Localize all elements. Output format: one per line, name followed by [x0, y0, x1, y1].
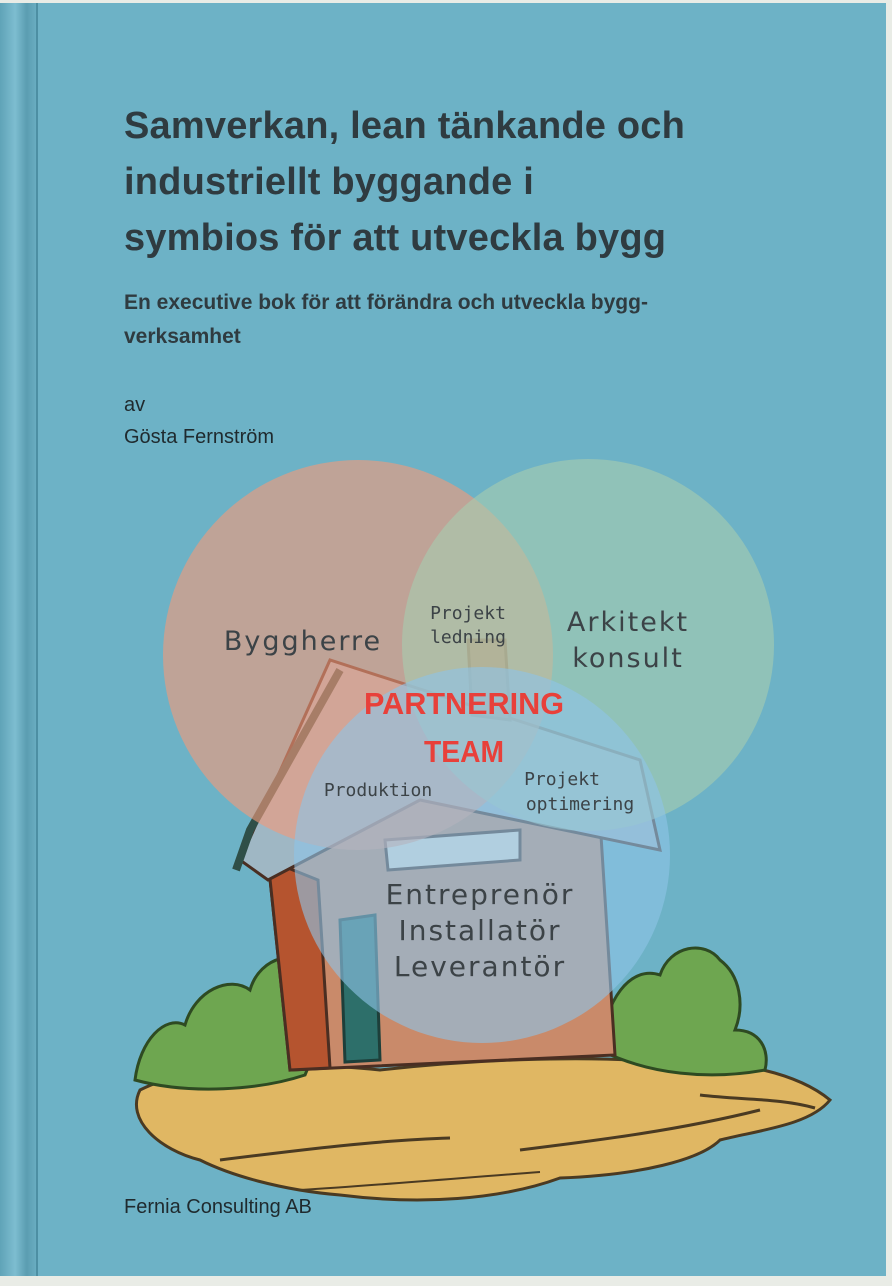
label-projekt-ledning-1: Projekt — [430, 603, 506, 624]
bottom-edge — [0, 1276, 892, 1286]
label-konsult: konsult — [572, 643, 684, 674]
label-leverantor: Leverantör — [393, 950, 567, 983]
book-subtitle — [124, 286, 824, 354]
label-partnering: PARTNERING — [364, 686, 564, 721]
venn-circle-entreprenor — [294, 667, 670, 1043]
label-byggherre: Byggherre — [223, 626, 383, 657]
label-arkitekt: Arkitekt — [566, 607, 690, 638]
label-team: TEAM — [424, 734, 504, 769]
label-projekt-ledning-2: ledning — [430, 627, 506, 648]
title-line: Samverkan, lean tänkande och — [124, 105, 686, 147]
by-label: av — [124, 394, 146, 416]
book-title — [124, 98, 824, 266]
label-produktion: Produktion — [323, 780, 433, 801]
title-line: industriellt byggande i — [124, 161, 534, 203]
title-line: symbios för att utveckla bygg — [124, 217, 667, 259]
label-installator: Installatör — [398, 914, 562, 947]
subtitle-line: verksamhet — [124, 325, 241, 348]
author-name: Gösta Fernström — [124, 426, 275, 448]
label-projekt-optimering-1: Projekt — [524, 769, 600, 790]
label-projekt-optimering-2: optimering — [525, 794, 635, 815]
subtitle-line: En executive bok för att förändra och utveckla bygg- — [124, 291, 648, 314]
publisher-name: Fernia Consulting AB — [124, 1196, 312, 1218]
label-entreprenor: Entreprenör — [385, 878, 575, 911]
